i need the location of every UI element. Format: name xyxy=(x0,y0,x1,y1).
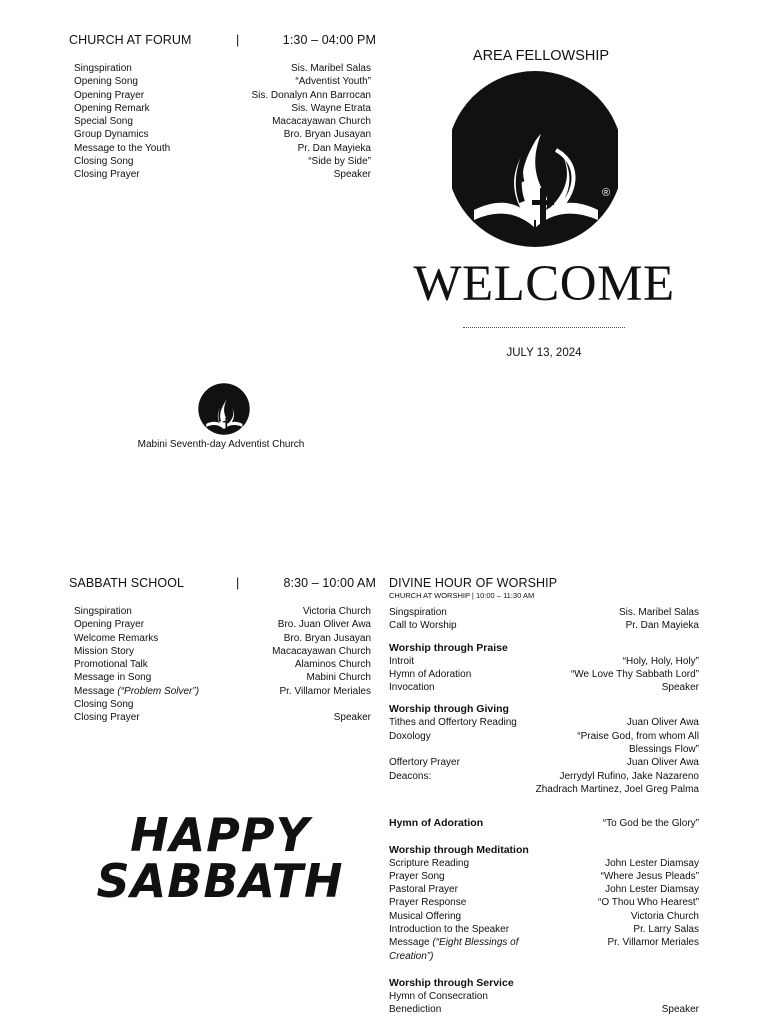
hymn-label: Hymn of Adoration xyxy=(389,817,484,830)
program-person: Sis. Donalyn Ann Barrocan xyxy=(251,89,371,101)
church-name: Mabini Seventh-day Adventist Church xyxy=(137,439,305,450)
program-item: Closing Song xyxy=(74,156,134,168)
program-row xyxy=(74,168,371,181)
program-row xyxy=(389,896,699,909)
program-item: Welcome Remarks xyxy=(74,632,159,644)
program-item: Deacons: xyxy=(389,770,432,782)
program-person: Macacayawan Church xyxy=(272,116,371,128)
greeting-line-2: SABBATH xyxy=(96,854,344,908)
program-row xyxy=(74,128,371,141)
program-item: Mission Story xyxy=(74,645,135,657)
program-row xyxy=(74,632,371,645)
program-row xyxy=(74,685,371,698)
program-person: Macacayawan Church xyxy=(272,645,371,657)
program-item: Opening Song xyxy=(74,76,138,88)
forum-separator: | xyxy=(236,33,240,47)
program-row xyxy=(74,671,371,684)
sabbath-school-title: SABBATH SCHOOL xyxy=(69,576,185,590)
forum-title: CHURCH AT FORUM xyxy=(69,33,192,47)
program-item: Prayer Response xyxy=(389,897,467,909)
program-person: Pr. Villamor Meriales xyxy=(279,685,371,697)
program-row xyxy=(74,142,371,155)
message-label: Message xyxy=(389,937,430,949)
program-item: Closing Prayer xyxy=(74,712,140,724)
program-item: Closing Prayer xyxy=(74,169,140,181)
deacons-line-1: Jerrydyl Rufino, Jake Nazareno xyxy=(559,770,699,782)
program-row xyxy=(74,711,371,724)
program-item: Closing Song xyxy=(74,699,134,711)
forum-time: 1:30 – 04:00 PM xyxy=(282,33,376,47)
program-person: Mabini Church xyxy=(306,672,371,684)
program-item: Singspiration xyxy=(74,606,132,617)
area-fellowship-title: AREA FELLOWSHIP xyxy=(472,48,610,64)
program-person: Sis. Maribel Salas xyxy=(618,607,699,618)
program-row xyxy=(74,62,371,75)
forum-program xyxy=(69,62,371,182)
program-person: Bro. Bryan Jusayan xyxy=(283,632,371,644)
program-item xyxy=(389,936,519,963)
forum-header xyxy=(69,33,376,49)
program-item xyxy=(74,685,199,698)
program-person: “Side by Side” xyxy=(308,156,371,168)
program-person: John Lester Diamsay xyxy=(605,884,699,896)
greeting-line-1: HAPPY xyxy=(130,808,310,862)
program-person: Speaker xyxy=(661,682,699,694)
worship-section xyxy=(389,576,699,1017)
program-item: Hymn of Adoration xyxy=(389,668,472,680)
message-title-2: Creation”) xyxy=(389,950,434,962)
program-row xyxy=(389,857,699,870)
program-item: Prayer Song xyxy=(389,870,445,882)
program-person: Victoria Church xyxy=(630,910,699,922)
doxology-line-1: “Praise God, from whom All xyxy=(577,730,699,742)
program-row xyxy=(389,668,699,681)
program-person: Sis. Maribel Salas xyxy=(290,63,371,74)
program-person: Juan Oliver Awa xyxy=(626,757,699,769)
sabbath-school-separator: | xyxy=(236,576,240,590)
message-title-1: (“Eight Blessings of xyxy=(432,937,519,949)
program-row xyxy=(389,870,699,883)
program-person: Pr. Dan Mayieka xyxy=(297,142,371,154)
program-item: Message to the Youth xyxy=(74,142,171,154)
program-row xyxy=(389,756,699,769)
giving-heading: Worship through Giving xyxy=(389,703,509,716)
program-row xyxy=(389,910,699,923)
program-row xyxy=(74,155,371,168)
program-item: Introduction to the Speaker xyxy=(389,924,510,936)
program-row xyxy=(389,681,699,694)
program-item: Singspiration xyxy=(74,63,132,74)
praise-heading: Worship through Praise xyxy=(389,641,508,654)
worship-title: DIVINE HOUR OF WORSHIP xyxy=(389,576,558,590)
program-person: Alaminos Church xyxy=(294,659,371,671)
worship-subtitle: CHURCH AT WORSHIP | 10:00 – 11:30 AM xyxy=(389,591,535,600)
happy-sabbath-greeting xyxy=(95,808,345,908)
program-row xyxy=(74,89,371,102)
program-person xyxy=(577,730,699,757)
sabbath-school-section xyxy=(69,576,376,725)
message-title: (“Problem Solver”) xyxy=(117,685,200,697)
program-row xyxy=(74,115,371,128)
program-row xyxy=(74,618,371,631)
hymn-title: “To God be the Glory” xyxy=(602,818,699,830)
program-item: Hymn of Consecration xyxy=(389,990,488,1002)
program-row xyxy=(74,102,371,115)
program-item: Message in Song xyxy=(74,672,152,684)
service-heading: Worship through Service xyxy=(389,976,514,989)
program-item: Special Song xyxy=(74,116,133,128)
program-person: Victoria Church xyxy=(302,606,371,617)
program-person: John Lester Diamsay xyxy=(605,857,699,869)
program-person: Pr. Larry Salas xyxy=(633,924,699,936)
program-item: Promotional Talk xyxy=(74,659,148,671)
program-item: Introit xyxy=(389,655,415,667)
registered-mark: ® xyxy=(602,187,611,199)
program-person: “Holy, Holy, Holy” xyxy=(622,655,699,667)
service-date: JULY 13, 2024 xyxy=(506,347,582,359)
program-row xyxy=(389,770,699,797)
program-item: Group Dynamics xyxy=(74,129,149,141)
dotted-divider xyxy=(463,327,625,328)
program-item: Opening Prayer xyxy=(74,619,145,631)
doxology-line-2: Blessings Flow” xyxy=(628,744,699,756)
program-row xyxy=(389,655,699,668)
sabbath-school-program xyxy=(69,605,371,725)
program-person: Juan Oliver Awa xyxy=(626,717,699,729)
program-row xyxy=(74,605,371,618)
program-item: Singspiration xyxy=(389,607,447,618)
program-person xyxy=(536,770,699,797)
program-row xyxy=(389,883,699,896)
program-person: Speaker xyxy=(661,1004,699,1016)
program-row xyxy=(74,75,371,88)
program-person: Pr. Villamor Meriales xyxy=(607,937,699,949)
program-row xyxy=(389,730,699,757)
program-item: Musical Offering xyxy=(389,910,462,922)
program-row xyxy=(389,606,699,619)
program-row xyxy=(389,1003,699,1016)
program-item: Pastoral Prayer xyxy=(389,884,458,896)
program-item: Opening Remark xyxy=(74,102,150,114)
deacons-line-2: Zhadrach Martinez, Joel Greg Palma xyxy=(535,783,699,795)
program-person: Speaker xyxy=(333,169,371,181)
program-row xyxy=(389,716,699,729)
program-item: Opening Prayer xyxy=(74,89,145,101)
program-item: Offertory Prayer xyxy=(389,757,460,769)
program-row xyxy=(389,619,699,632)
program-row xyxy=(389,936,699,963)
meditation-heading: Worship through Meditation xyxy=(389,843,529,856)
program-person: Pr. Dan Mayieka xyxy=(625,620,699,632)
program-item: Invocation xyxy=(389,682,435,694)
sabbath-school-header xyxy=(69,576,376,592)
sda-logo-small xyxy=(198,383,250,435)
program-row xyxy=(74,645,371,658)
forum-section xyxy=(69,33,376,182)
sda-logo-large xyxy=(452,70,618,248)
program-row xyxy=(389,923,699,936)
program-person: “O Thou Who Hearest” xyxy=(598,897,699,909)
hymn-row xyxy=(389,817,699,830)
program-person: Bro. Juan Oliver Awa xyxy=(277,619,371,631)
program-item: Benediction xyxy=(389,1004,442,1016)
program-item: Scripture Reading xyxy=(389,857,470,869)
program-person: Speaker xyxy=(333,712,371,724)
program-row xyxy=(389,990,699,1003)
sabbath-school-time: 8:30 – 10:00 AM xyxy=(283,576,376,590)
program-person: “Where Jesus Pleads” xyxy=(600,870,699,882)
welcome-title: WELCOME xyxy=(413,256,675,312)
program-person: “We Love Thy Sabbath Lord” xyxy=(570,668,699,680)
message-label: Message xyxy=(74,685,115,697)
program-item: Call to Worship xyxy=(389,620,457,632)
program-person: Sis. Wayne Etrata xyxy=(291,102,371,114)
program-item: Doxology xyxy=(389,730,431,742)
program-person: Bro. Bryan Jusayan xyxy=(283,129,371,141)
program-person: “Adventist Youth” xyxy=(295,76,371,88)
program-item: Tithes and Offertory Reading xyxy=(389,717,517,729)
program-row xyxy=(74,658,371,671)
program-row xyxy=(74,698,371,711)
